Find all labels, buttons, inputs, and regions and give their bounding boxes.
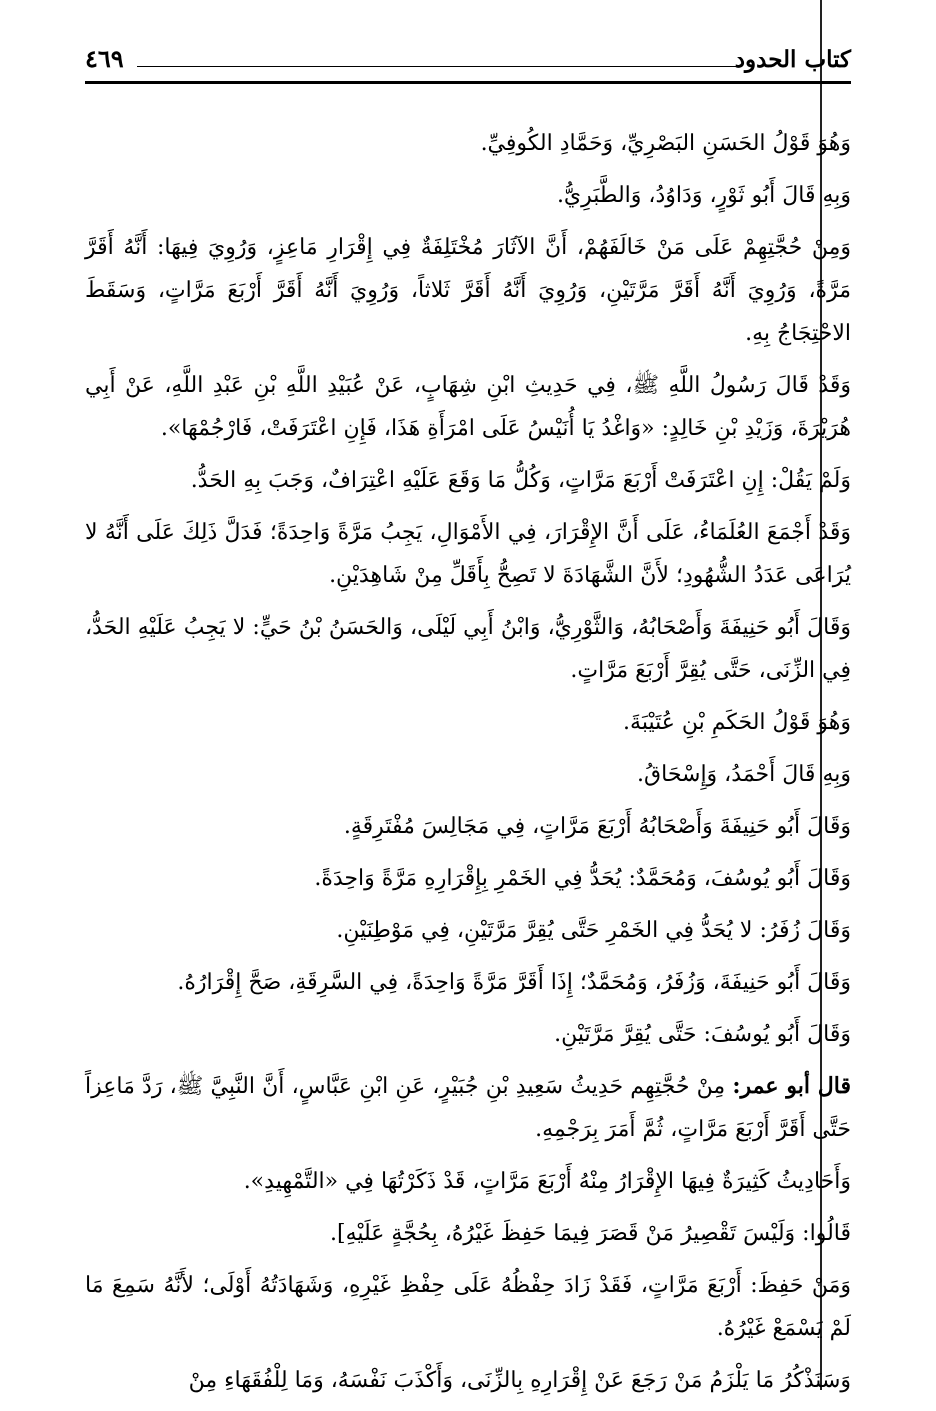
paragraph-abu-umar: [85, 1065, 851, 1151]
header-rule: [85, 81, 851, 84]
paragraph: وَقَالَ أَبُو حَنِيفَةَ وَأَصْحَابُهُ أَرْبَعَ مَرَّاتٍ، فِي مَجَالِسَ مُفْتَرِقَةٍ.: [343, 814, 851, 839]
paragraph: وَلَمْ يَقُلْ: إِنِ اعْتَرَفَتْ أَرْبَعَ مَرَّاتٍ، وَكُلُّ مَا وَقَعَ عَلَيْهِ اعْتِرَافٌ، وَجَبَ بِهِ الحَدُّ.: [190, 468, 851, 493]
paragraph: قَالُوا: وَلَيْسَ تَقْصِيرُ مَنْ قَصَرَ فِيمَا حَفِظَ غَيْرُهُ، بِحُجَّةٍ عَلَيْهِ].: [330, 1221, 851, 1246]
paragraph: وَقَالَ أَبُو يُوسُفَ: حَتَّى يُقِرَّ مَرَّتَيْنِ.: [554, 1022, 851, 1047]
paragraph: وَأَحَادِيثُ كَثِيرَةٌ فِيهَا الإِقْرَارُ مِنْهُ أَرْبَعَ مَرَّاتٍ، قَدْ ذَكَرْتُهَا فِي «التَّمْهِيدِ».: [243, 1169, 851, 1194]
paragraph: وَبِهِ قَالَ أَبُو ثَوْرٍ، وَدَاوُدُ، وَالطَّبَرِيُّ.: [556, 183, 851, 208]
chapter-title: كتاب الحدود: [734, 46, 851, 73]
page-number: ٤٦٩: [85, 44, 124, 73]
paragraph: وَهُوَ قَوْلُ الحَكَمِ بْنِ عُتَيْبَةَ.: [623, 710, 851, 735]
paragraph: وَمَنْ حَفِظَ: أَرْبَعَ مَرَّاتٍ، فَقَدْ زَادَ حِفْظُهُ عَلَى حِفْظِ غَيْرِهِ، وَشَهَادَتُهُ أَوْلَى؛ لأَنَّهُ سَمِعَ مَا لَمْ يَسْمَعْ غَيْرُهُ.: [85, 1273, 851, 1341]
header-leader-line: [137, 66, 739, 67]
paragraph-text: مِنْ حُجَّتِهِم حَدِيثُ سَعِيدِ بْنِ جُبَيْرٍ، عَنِ ابْنِ عَبَّاسٍ، أَنَّ النَّبِيَّ ﷺ، رَدَّ مَاعِزاً حَتَّى أَقَرَّ أَرْبَعَ مَرَّاتٍ، ثُمَّ أَمَرَ بِرَجْمِهِ.: [85, 1074, 851, 1142]
paragraph: وَقَدْ قَالَ رَسُولُ اللَّهِ ﷺ، فِي حَدِيثِ ابْنِ شِهَابٍ، عَنْ عُبَيْدِ اللَّهِ بْنِ عَبْدِ اللَّهِ، عَنْ أَبِي هُرَيْرَةَ، وَزَيْدِ بْنِ خَالِدٍ: «وَاغْدُ يَا أُنَيْسُ عَلَى امْرَأَةِ هَذَا، فَإِنِ اعْتَرَفَتْ، فَارْجُمْهَا».: [85, 373, 851, 441]
paragraph: وَقَالَ أَبُو حَنِيفَةَ وَأَصْحَابُهُ، وَالثَّوْرِيُّ، وَابْنُ أَبِي لَيْلَى، وَالحَسَنُ بْنُ حَيٍّ: لا يَجِبُ عَلَيْهِ الحَدُّ، فِي الزِّنَى، حَتَّى يُقِرَّ أَرْبَعَ مَرَّاتٍ.: [85, 615, 851, 683]
paragraph: وَقَالَ أَبُو يُوسُفَ، وَمُحَمَّدٌ: يُحَدُّ فِي الخَمْرِ بِإِقْرَارِهِ مَرَّةً وَاحِدَةً.: [314, 866, 851, 891]
text-body: [85, 122, 851, 1411]
paragraph: وَقَدْ أَجْمَعَ العُلَمَاءُ، عَلَى أَنَّ الإِقْرَارَ، فِي الأَمْوَالِ، يَجِبُ مَرَّةً وَاحِدَةً؛ فَدَلَّ ذَلِكَ عَلَى أَنَّهُ لا يُرَاعَى عَدَدُ الشُّهُودِ؛ لأَنَّ الشَّهَادَةَ لا تَصِحُّ بِأَقَلِّ مِنْ شَاهِدَيْنِ.: [85, 520, 851, 588]
paragraph: وَمِنْ حُجَّتِهِمْ عَلَى مَنْ خَالَفَهُمْ، أَنَّ الآثَارَ مُخْتَلِفَةٌ فِي إِقْرَارِ مَاعِزٍ، وَرُوِيَ فِيهَا: أَنَّهُ أَقَرَّ مَرَّةً، وَرُوِيَ أَنَّهُ أَقَرَّ مَرَّتَيْنِ، وَرُوِيَ أَنَّهُ أَقَرَّ ثَلاثاً، وَرُوِيَ أَنَّهُ أَقَرَّ أَرْبَعَ مَرَّاتٍ، وَسَقَطَ الاحْتِجَاجُ بِهِ.: [85, 235, 851, 346]
paragraph: وَسَنَذْكُرُ مَا يَلْزَمُ مَنْ رَجَعَ عَنْ إِقْرَارِهِ بِالزِّنَى، وَأَكْذَبَ نَفْسَهُ، وَمَا لِلْفُقَهَاءِ مِنْ: [188, 1368, 851, 1393]
paragraph: وَقَالَ أَبُو حَنِيفَةَ، وَزُفَرُ، وَمُحَمَّدٌ؛ إِذَا أَقَرَّ مَرَّةً وَاحِدَةً، فِي السَّرِقَةِ، صَحَّ إِقْرَارُهُ.: [177, 970, 851, 995]
speaker-label: قال أبو عمر:: [732, 1073, 851, 1099]
paragraph: وَهُوَ قَوْلُ الحَسَنِ البَصْرِيِّ، وَحَمَّادِ الكُوفِيِّ.: [480, 131, 851, 156]
page-header: [85, 40, 851, 84]
paragraph: وَبِهِ قَالَ أَحْمَدُ، وَإِسْحَاقُ.: [637, 762, 851, 787]
paragraph: وَقَالَ زُفَرُ: لا يُحَدُّ فِي الخَمْرِ حَتَّى يُقِرَّ مَرَّتَيْنِ، فِي مَوْطِنَيْنِ.: [336, 918, 851, 943]
